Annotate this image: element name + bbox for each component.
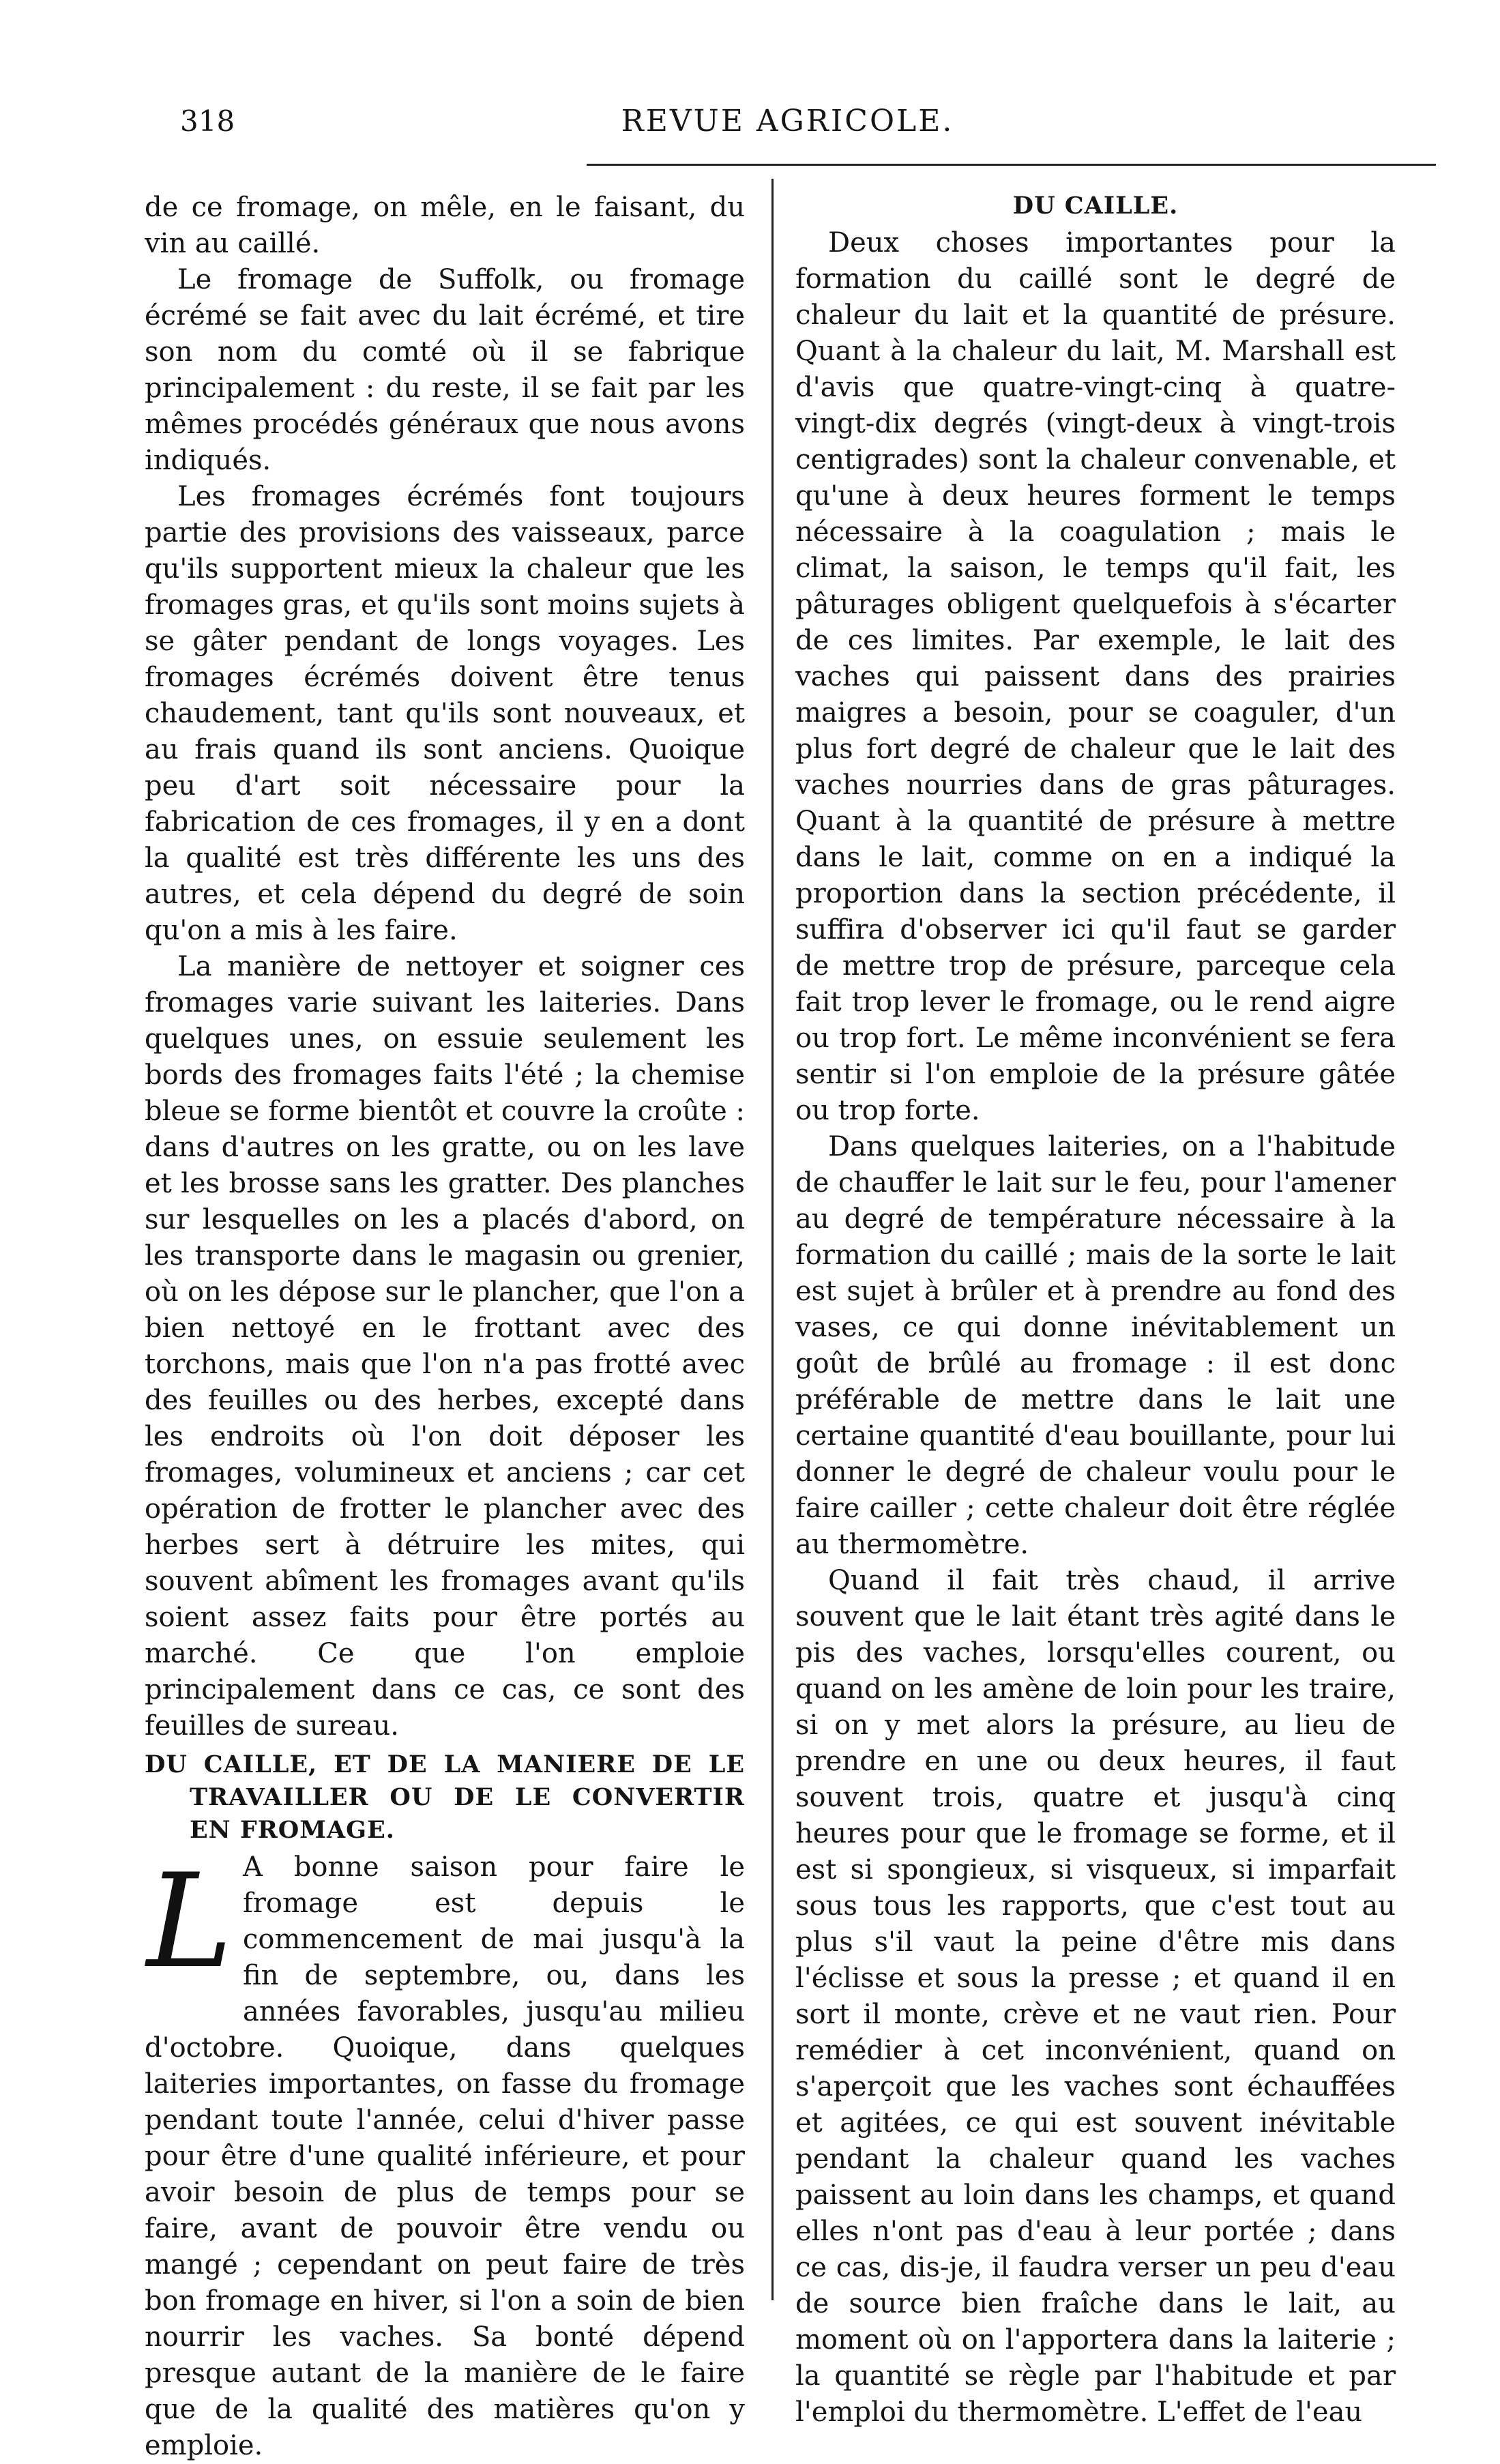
paragraph-text: A bonne saison pour faire le fromage est depuis le commencement de mai jusqu'à la fin de septembre, ou, dans les années favorables, jusqu'au milieu d'octobre. Quoique, dans quelques laiteries importantes, on fasse du fromage pendant toute l'année, celui d'hiver passe pour être d'une qualité inférieure, et pour avoir besoin de plus de temps pour se faire, avant de pouvoir être vendu ou mangé ; cependant on peut faire de très bon fromage en hiver, si l'on a soin de bien nourrir les vaches. Sa bonté dépend presque autant de la manière de le faire que de la qualité des matières qu'on y emploie. [145, 1851, 745, 2461]
paragraph: Les fromages écrémés font toujours partie des provisions des vaisseaux, parce qu'ils supportent mieux la chaleur que les fromages gras, et qu'ils sont moins sujets à se gâter pendant de longs voyages. Les fromages écrémés doivent être tenus chaudement, tant qu'ils sont nouveaux, et au frais quand ils sont anciens. Quoique peu d'art soit nécessaire pour la fabrication de ces fromages, il y en a dont la qualité est très différente les uns des autres, et cela dépend du degré de soin qu'on a mis à les faire. [145, 481, 745, 946]
page-number: 318 [180, 104, 235, 138]
column-divider [771, 179, 774, 2300]
right-column [795, 190, 1396, 2431]
paragraph-with-dropcap [145, 1846, 745, 2464]
paragraph: Le fromage de Suffolk, ou fromage écrémé se fait avec du lait écrémé, et tire son nom du comté où il se fabrique principalement : du reste, il se fait par les mêmes procédés généraux que nous avons indiqués. [145, 264, 745, 476]
paragraph: Dans quelques laiteries, on a l'habitude de chauffer le lait sur le feu, pour l'amener au degré de température nécessaire à la formation du caillé ; mais de la sorte le lait est sujet à brûler et à prendre au fond des vases, ce qui donne inévitablement un goût de brûlé au fromage : il est donc préférable de mettre dans le lait une certaine quantité d'eau bouillante, pour lui donner le degré de chaleur voulu pour le faire cailler ; cette chaleur doit être réglée au thermomètre. [795, 1131, 1396, 1560]
paragraph: Quand il fait très chaud, il arrive souvent que le lait étant très agité dans le pis des vaches, lorsqu'elles courent, ou quand on les amène de loin pour les traire, si on y met alors la présure, au lieu de prendre en une ou deux heures, il faut souvent trois, quatre et jusqu'à cinq heures pour que le fromage se forme, et il est si spongieux, si visqueux, si imparfait sous tous les rapports, que c'est tout au plus s'il vaut la peine d'être mis dans l'éclisse et sous la presse ; et quand il en sort il monte, crève et ne vaut rien. Pour remédier à cet inconvénient, quand on s'aperçoit que les vaches sont échauffées et agitées, ce qui est souvent inévitable pendant la chaleur quand les vaches paissent au loin dans les champs, et quand elles n'ont pas d'eau à leur portée ; dans ce cas, dis-je, il faudra verser un peu d'eau de source bien fraîche dans le lait, au moment où on l'apportera dans la laiterie ; la quantité se règle par l'habitude et par l'emploi du thermomètre. L'effet de l'eau [795, 1565, 1396, 2428]
paragraph: de ce fromage, on mêle, en le faisant, du vin au caillé. [145, 192, 745, 259]
paragraph: La manière de nettoyer et soigner ces fromages varie suivant les laiteries. Dans quelques unes, on essuie seulement les bords des fromages faits l'été ; la chemise bleue se forme bientôt et couvre la croûte : dans d'autres on les gratte, ou on les lave et les brosse sans les gratter. Des planches sur lesquelles on les a placés d'abord, on les transporte dans le magasin ou grenier, où on les dépose sur le plancher, que l'on a bien nettoyé en le frottant avec des torchons, mais que l'on n'a pas frotté avec des feuilles ou des herbes, excepté dans les endroits où l'on doit déposer les fromages, volumineux et anciens ; car cet opération de frotter le plancher avec des herbes sert à détruire les mites, qui souvent abîment les fromages avant qu'ils soient assez faits pour être portés au marché. Ce que l'on emploie principalement dans ce cas, ce sont des feuilles de sureau. [145, 951, 745, 1742]
section-heading: DU CAILLE. [1012, 192, 1179, 220]
running-head [145, 101, 1430, 149]
header-rule [587, 164, 1436, 166]
left-column [145, 190, 745, 2464]
paragraph: Deux choses importantes pour la formation du caillé sont le degré de chaleur du lait et la quantité de présure. Quant à la chaleur du lait, M. Marshall est d'avis que quatre-vingt-cinq à quatre-vingt-dix degrés (vingt-deux à vingt-trois centigrades) sont la chaleur convenable, et qu'une à deux heures forment le temps nécessaire à la coagulation ; mais le climat, la saison, le temps qu'il fait, les pâturages obligent quelquefois à s'écarter de ces limites. Par exemple, le lait des vaches qui paissent dans des prairies maigres a besoin, pour se coaguler, d'un plus fort degré de chaleur que le lait des vaches nourries dans de gras pâturages. Quant à la quantité de présure à mettre dans le lait, comme on en a indiqué la proportion dans la section précédente, il suffira d'observer ici qu'il faut se garder de mettre trop de présure, parceque cela fait trop lever le fromage, ou le rend aigre ou trop fort. Le même inconvénient se fera sentir si l'on emploie de la présure gâtée ou trop forte. [795, 227, 1396, 1126]
running-title: REVUE AGRICOLE. [621, 104, 954, 138]
ornate-dropcap: L [146, 1846, 233, 1997]
section-heading: DU CAILLE, ET DE LA MANIERE DE LE TRAVAILLER OU DE LE CONVERTIR EN FROMAGE. [145, 1750, 745, 1844]
